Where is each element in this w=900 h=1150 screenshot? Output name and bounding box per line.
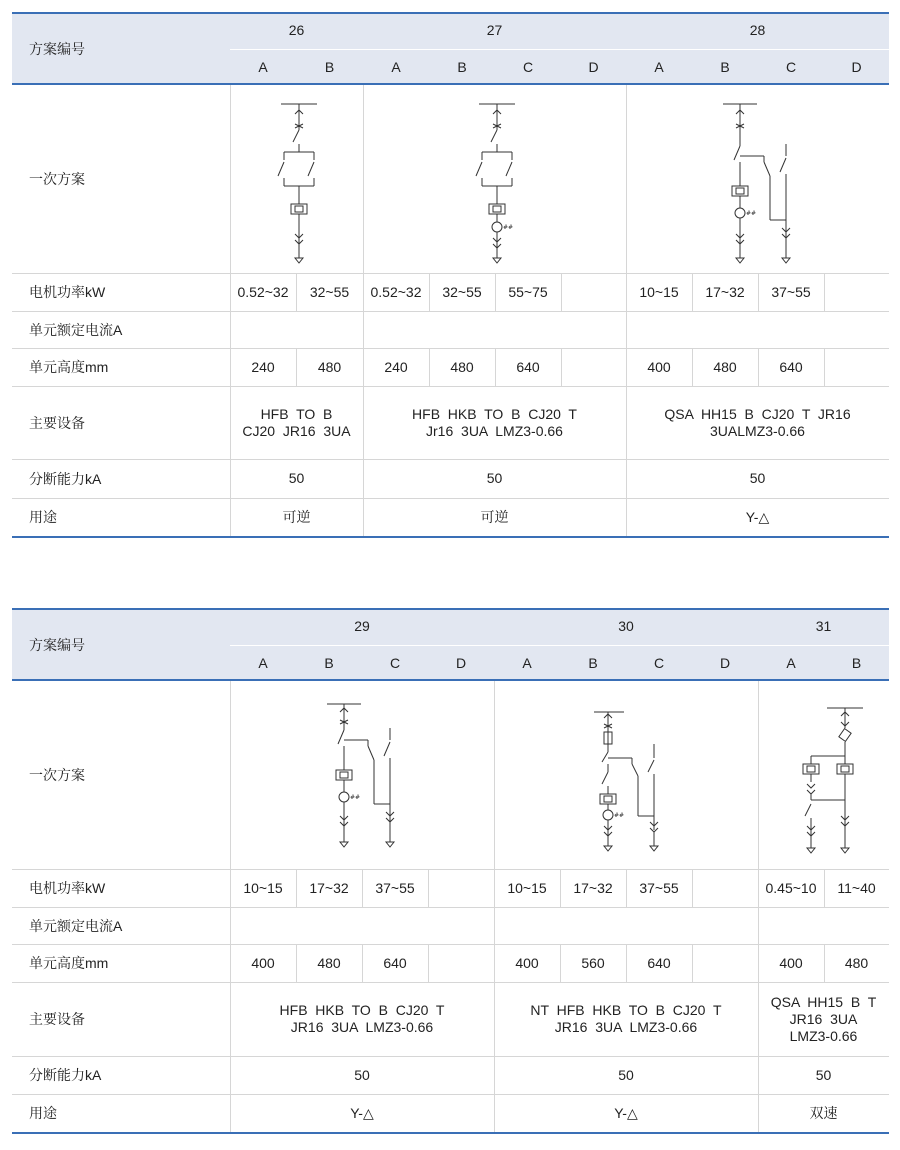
usage-30: Y-△ — [614, 1104, 638, 1121]
svg-text:##: ## — [746, 210, 757, 217]
breaking-28: 50 — [749, 470, 766, 486]
svg-text:##: ## — [503, 224, 514, 231]
sub-28-d: D — [851, 58, 862, 75]
equipment-27: HFB HKB TO B CJ20 T Jr16 3UA LMZ3-0.66 — [412, 405, 577, 439]
sub-31-a: A — [786, 654, 796, 671]
label-scheme-no: 方案编号 — [29, 636, 85, 653]
sub-30-c: C — [653, 654, 665, 671]
scheme-table-2 — [12, 608, 889, 1134]
usage-26: 可逆 — [282, 508, 311, 525]
power-29-d — [428, 869, 494, 907]
scheme-27-no: 27 — [486, 22, 503, 38]
height-26-a: 240 — [251, 358, 275, 375]
circuit-diagram-28 — [720, 100, 820, 270]
height-27-b: 480 — [450, 358, 474, 375]
label-rated-current: 单元额定电流A — [29, 321, 123, 338]
power-26-b: 32~55 — [309, 283, 350, 300]
usage-28: Y-△ — [745, 508, 770, 525]
height-31-b: 480 — [844, 954, 869, 971]
circuit-diagram-31 — [787, 700, 877, 870]
sub-28-b: B — [720, 58, 730, 75]
label-primary: 一次方案 — [29, 171, 85, 187]
breaking-27: 50 — [486, 470, 503, 486]
sub-28-a: A — [654, 58, 664, 75]
usage-29: Y-△ — [350, 1104, 374, 1121]
sub-29-a: A — [258, 654, 268, 671]
label-rated-current: 单元额定电流A — [29, 917, 123, 934]
svg-text:##: ## — [614, 812, 625, 819]
circuit-diagram-29 — [324, 700, 424, 870]
label-equipment: 主要设备 — [29, 414, 85, 431]
usage-27: 可逆 — [480, 508, 509, 525]
sub-29-c: C — [389, 654, 401, 671]
height-30-d — [692, 944, 758, 982]
label-height: 单元高度mm — [29, 359, 109, 375]
power-27-a: 0.52~32 — [370, 283, 422, 300]
label-usage: 用途 — [29, 1105, 57, 1121]
scheme-29-no: 29 — [354, 618, 370, 634]
label-power: 电机功率kW — [29, 284, 106, 300]
sub-29-b: B — [324, 654, 334, 671]
sub-30-a: A — [522, 654, 532, 671]
breaking-29: 50 — [354, 1066, 370, 1083]
height-29-d — [428, 944, 494, 982]
label-primary: 一次方案 — [29, 767, 85, 783]
sub-27-a: A — [391, 58, 401, 75]
circuit-diagram-27 — [460, 100, 540, 270]
height-27-c: 640 — [516, 358, 540, 375]
height-29-a: 400 — [251, 954, 275, 971]
svg-text:##: ## — [350, 794, 361, 801]
power-30-d — [692, 869, 758, 907]
height-26-b: 480 — [317, 358, 342, 375]
breaking-30: 50 — [618, 1066, 634, 1083]
label-breaking: 分断能力kA — [29, 470, 102, 487]
scheme-31-no: 31 — [815, 618, 832, 634]
sub-27-b: B — [457, 58, 467, 75]
power-29-c: 37~55 — [375, 879, 415, 896]
height-31-a: 400 — [779, 954, 803, 971]
power-26-a: 0.52~32 — [237, 283, 289, 300]
label-power: 电机功率kW — [29, 880, 106, 896]
power-28-a: 10~15 — [639, 283, 679, 300]
height-28-c: 640 — [779, 358, 803, 375]
height-27-d — [561, 348, 626, 386]
usage-31: 双速 — [809, 1104, 838, 1121]
height-28-b: 480 — [713, 358, 737, 375]
power-30-c: 37~55 — [639, 879, 679, 896]
scheme-table-1 — [12, 12, 889, 538]
height-29-c: 640 — [383, 954, 407, 971]
height-30-a: 400 — [515, 954, 539, 971]
equipment-31: QSA HH15 B T JR16 3UA LMZ3-0.66 — [770, 993, 877, 1044]
breaking-31: 50 — [815, 1066, 832, 1083]
sub-26-a: A — [258, 58, 268, 75]
height-30-c: 640 — [647, 954, 671, 971]
scheme-26-no: 26 — [288, 22, 305, 38]
circuit-diagram-26 — [262, 100, 342, 270]
power-27-c: 55~75 — [508, 283, 548, 300]
sub-26-b: B — [324, 58, 335, 75]
height-28-d — [824, 348, 889, 386]
height-30-b: 560 — [581, 954, 605, 971]
equipment-26: HFB TO B CJ20 JR16 3UA — [242, 405, 351, 439]
scheme-28-no: 28 — [749, 22, 766, 38]
sub-29-d: D — [455, 654, 467, 671]
equipment-29: HFB HKB TO B CJ20 T JR16 3UA LMZ3-0.66 — [279, 1002, 445, 1035]
power-31-b: 11~40 — [837, 879, 876, 896]
label-height: 单元高度mm — [29, 955, 109, 971]
equipment-28: QSA HH15 B CJ20 T JR16 3UALMZ3-0.66 — [664, 405, 851, 439]
power-31-a: 0.45~10 — [765, 879, 817, 896]
power-27-b: 32~55 — [442, 283, 482, 300]
equipment-30: NT HFB HKB TO B CJ20 T JR16 3UA LMZ3-0.66 — [530, 1002, 722, 1035]
power-27-d — [561, 273, 626, 311]
sub-28-c: C — [785, 58, 797, 75]
power-28-d — [824, 273, 889, 311]
power-28-c: 37~55 — [771, 283, 811, 300]
power-29-a: 10~15 — [243, 879, 283, 896]
label-equipment: 主要设备 — [29, 1011, 85, 1027]
label-usage: 用途 — [29, 509, 57, 525]
label-breaking: 分断能力kA — [29, 1067, 102, 1083]
sub-30-d: D — [719, 654, 731, 671]
circuit-diagram-30 — [588, 700, 688, 870]
height-28-a: 400 — [647, 358, 671, 375]
breaking-26: 50 — [288, 470, 305, 486]
height-27-a: 240 — [384, 358, 408, 375]
sub-27-c: C — [522, 58, 534, 75]
power-30-a: 10~15 — [507, 879, 547, 896]
height-29-b: 480 — [317, 954, 341, 971]
scheme-30-no: 30 — [618, 618, 634, 634]
power-29-b: 17~32 — [309, 879, 349, 896]
power-28-b: 17~32 — [705, 283, 745, 300]
sub-27-d: D — [588, 58, 599, 75]
sub-31-b: B — [851, 654, 862, 671]
power-30-b: 17~32 — [573, 879, 613, 896]
label-scheme-no: 方案编号 — [29, 40, 85, 57]
sub-30-b: B — [588, 654, 598, 671]
